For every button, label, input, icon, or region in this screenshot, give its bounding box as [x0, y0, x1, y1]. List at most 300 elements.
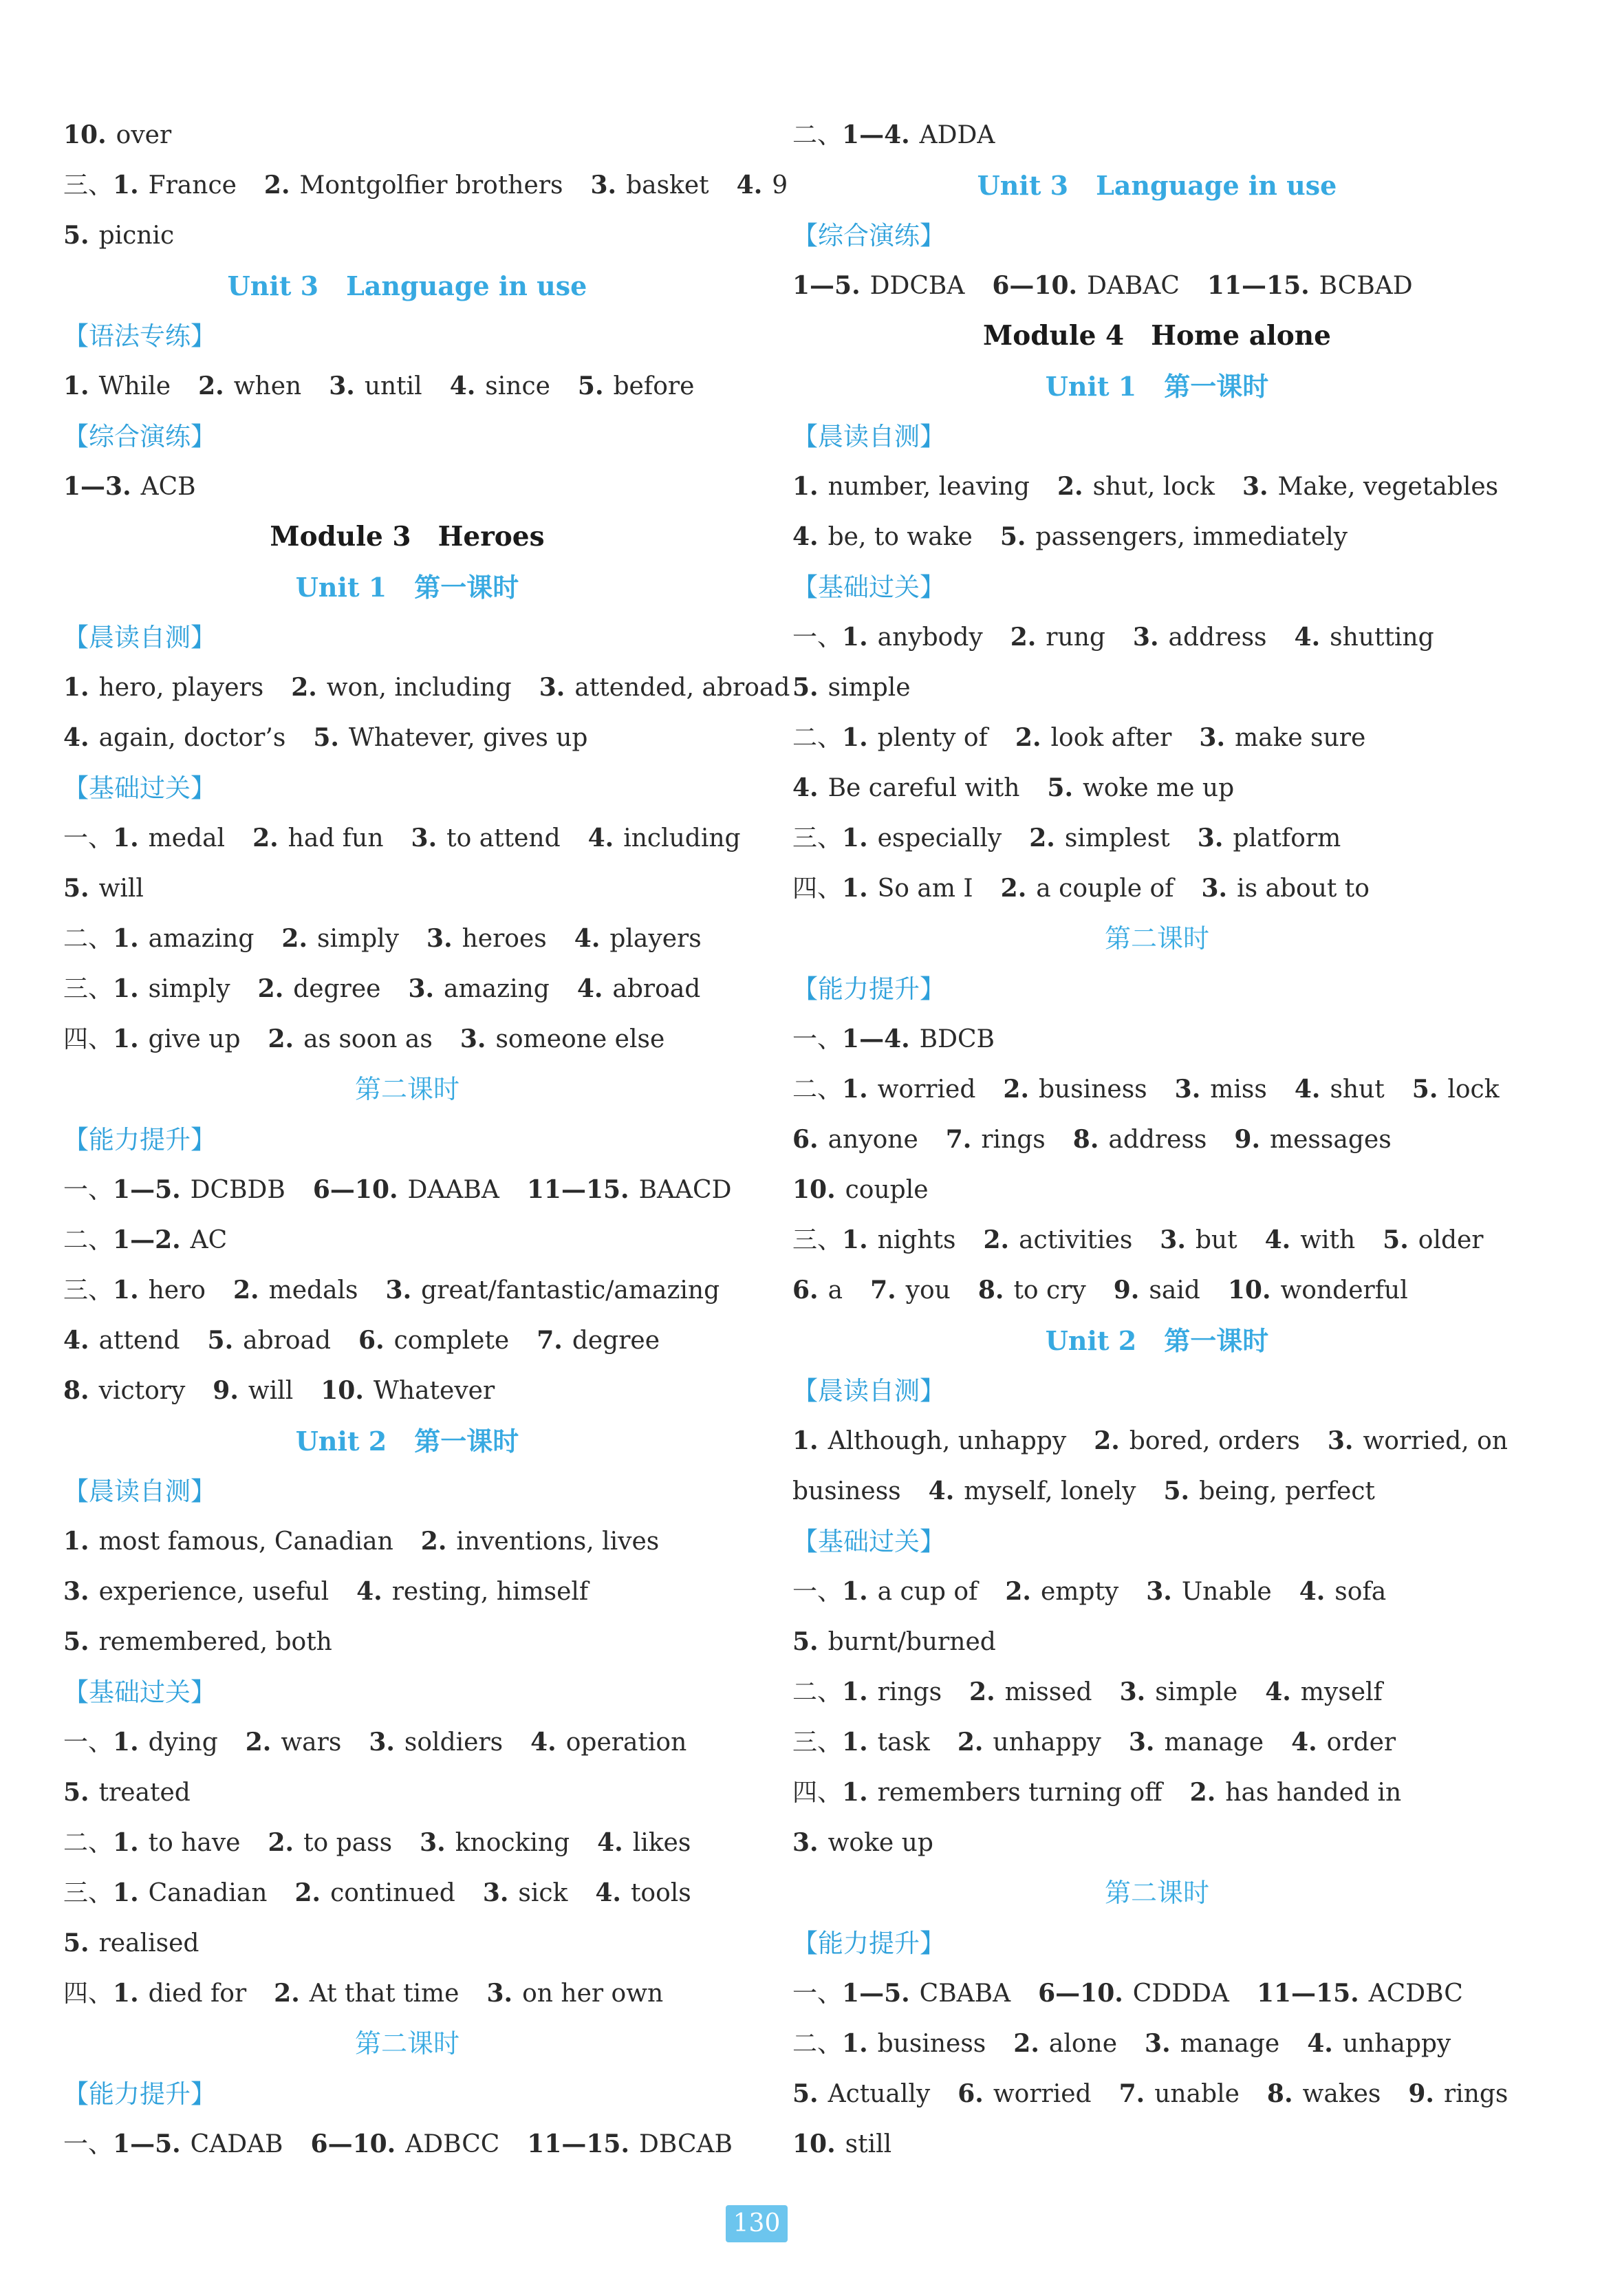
question-number: 6. [958, 2079, 984, 2108]
question-number: 5. [577, 372, 604, 400]
section-number: 二、 [792, 2030, 843, 2058]
answer-line [792, 663, 1522, 713]
answer-text: ACB [140, 473, 196, 501]
answer-line [63, 462, 751, 512]
section-number: 四、 [792, 1779, 843, 1807]
answer-text: Whatever, gives up [348, 724, 588, 752]
section-label: 能力提升 [89, 1125, 191, 1155]
answer-text: continued [330, 1879, 455, 1907]
question-number: 5. [792, 1627, 819, 1656]
question-number: 3. [482, 1878, 509, 1907]
question-number: 1—4. [842, 1024, 910, 1053]
question-number: 3. [408, 974, 435, 1003]
answer-text: At that time [309, 1980, 459, 2008]
answer-text: number, leaving [828, 473, 1030, 501]
question-number: 4. [792, 522, 819, 551]
bracket-open: 【 [63, 321, 89, 351]
bracket-open: 【 [63, 1477, 89, 1506]
answer-text: degree [572, 1327, 660, 1355]
answer-text: will [98, 875, 144, 903]
answer-text: myself, lonely [964, 1477, 1136, 1505]
question-number: 4. [1265, 1677, 1291, 1706]
section-label: 能力提升 [818, 974, 920, 1004]
answer-text: abroad [243, 1327, 332, 1355]
question-number: 4. [597, 1828, 623, 1857]
question-number: 4. [63, 723, 89, 752]
bracket-close: 】 [191, 623, 216, 652]
answer-line [63, 1868, 751, 1918]
lesson-title: 第二课时 [354, 1074, 459, 1104]
section-heading [63, 1667, 751, 1717]
question-number: 2. [281, 924, 307, 953]
answer-text: a [828, 1276, 843, 1305]
answer-line [792, 1968, 1522, 2019]
answer-text: CDDDA [1132, 1980, 1229, 2008]
bracket-close: 】 [920, 572, 945, 602]
bracket-open: 【 [63, 773, 89, 803]
section-heading [63, 763, 751, 813]
question-number: 1. [842, 723, 868, 752]
answer-text: to attend [446, 824, 561, 852]
answer-line [792, 110, 1522, 160]
question-number: 9. [213, 1376, 239, 1405]
section-label: 晨读自测 [89, 1477, 191, 1506]
answer-line [63, 1567, 751, 1617]
answer-text: rings [877, 1678, 942, 1706]
answer-text: address [1108, 1126, 1207, 1154]
answer-text: over [116, 121, 172, 149]
answer-line [63, 1215, 751, 1265]
question-number: 3. [63, 1577, 89, 1606]
unit-label: Unit 3 [977, 170, 1069, 201]
answer-text: being, perfect [1199, 1477, 1375, 1505]
answer-text: will [248, 1377, 294, 1405]
answer-line [63, 1968, 751, 2019]
question-number: 8. [1072, 1125, 1099, 1154]
question-number: 4. [576, 974, 603, 1003]
question-number: 2. [1094, 1426, 1120, 1455]
answer-line [792, 863, 1522, 914]
answer-text: ADDA [919, 121, 995, 149]
question-number: 4. [356, 1577, 382, 1606]
answer-line [792, 2019, 1522, 2069]
answer-text: business [877, 2030, 986, 2058]
answer-text: woke up [828, 1829, 933, 1857]
question-number: 4. [587, 824, 614, 852]
question-number: 1. [113, 1979, 139, 2008]
answer-text: business [792, 1477, 901, 1505]
answer-text: bored, orders [1129, 1427, 1300, 1455]
question-number: 2. [257, 974, 284, 1003]
answer-text: remembers turning off [877, 1779, 1163, 1807]
section-number: 二、 [792, 724, 843, 752]
question-number: 3. [329, 372, 355, 400]
answer-text: unhappy [993, 1728, 1101, 1757]
answer-text: you [905, 1276, 951, 1305]
question-number: 3. [426, 924, 453, 953]
answer-text: before [613, 372, 695, 400]
question-number: 11—15. [1256, 1979, 1359, 2008]
section-number: 四、 [792, 875, 843, 903]
question-number: 5. [999, 522, 1026, 551]
answer-text: inventions, lives [456, 1527, 660, 1556]
answer-line [792, 1667, 1522, 1717]
section-number: 三、 [63, 171, 113, 200]
answer-text: unable [1154, 2080, 1240, 2108]
answer-text: shutting [1330, 623, 1434, 652]
answer-line [792, 612, 1522, 663]
answer-text: to have [148, 1829, 241, 1857]
answer-line [792, 1215, 1522, 1265]
unit-title [63, 562, 751, 612]
section-number: 一、 [792, 1980, 843, 2008]
section-number: 一、 [63, 1728, 113, 1757]
question-number: 2. [1189, 1778, 1216, 1807]
unit-title [792, 160, 1522, 211]
question-number: 11—15. [527, 2129, 630, 2158]
section-heading [792, 211, 1522, 261]
section-number: 二、 [792, 1075, 843, 1104]
question-number: 2. [198, 372, 224, 400]
answer-text: degree [293, 975, 381, 1003]
question-number: 3. [369, 1728, 395, 1757]
answer-text: DDCBA [869, 272, 965, 300]
bracket-open: 【 [63, 1125, 89, 1155]
question-number: 3. [792, 1828, 819, 1857]
answer-text: shut [1330, 1075, 1385, 1104]
answer-text: medals [268, 1276, 358, 1305]
section-number: 三、 [63, 1879, 113, 1907]
answer-text: as soon as [303, 1025, 433, 1053]
answer-text: 9 [772, 171, 788, 200]
answer-text: manage [1180, 2030, 1280, 2058]
unit-subtitle: Language in use [346, 270, 587, 301]
bracket-open: 【 [792, 1376, 818, 1406]
question-number: 1. [842, 623, 868, 652]
answer-text: simplest [1064, 824, 1170, 852]
question-number: 7. [945, 1125, 972, 1154]
answer-text: picnic [98, 222, 175, 250]
question-number: 2. [274, 1979, 300, 2008]
section-label: 语法专练 [89, 321, 191, 351]
section-heading [792, 1366, 1522, 1416]
question-number: 1. [842, 1075, 868, 1104]
question-number: 10. [321, 1376, 364, 1405]
question-number: 2. [233, 1276, 259, 1305]
section-number: 一、 [63, 1176, 113, 1204]
section-label: 能力提升 [89, 2079, 191, 2109]
question-number: 4. [1294, 623, 1321, 652]
question-number: 10. [792, 1175, 836, 1204]
answer-line [792, 512, 1522, 562]
answer-text: basket [626, 171, 709, 200]
section-number: 三、 [792, 824, 843, 852]
question-number: 5. [313, 723, 339, 752]
question-number: 1. [113, 1878, 139, 1907]
question-number: 1. [113, 974, 139, 1003]
question-number: 3. [1197, 824, 1224, 852]
answer-text: hero, players [98, 674, 264, 702]
section-heading [63, 612, 751, 663]
answer-text: anyone [828, 1126, 918, 1154]
question-number: 2. [291, 673, 317, 702]
question-number: 8. [977, 1276, 1004, 1305]
section-heading [63, 311, 751, 361]
question-number: 1—5. [113, 2129, 181, 2158]
answer-text: nights [877, 1226, 956, 1254]
answer-text: including [623, 824, 741, 852]
bracket-close: 】 [920, 1376, 945, 1406]
answer-line [63, 1617, 751, 1667]
question-number: 4. [1307, 2029, 1333, 2058]
question-number: 1—3. [63, 472, 131, 501]
bracket-close: 】 [191, 1677, 216, 1707]
answer-text: sofa [1334, 1578, 1387, 1606]
answer-line [792, 1466, 1522, 1516]
section-number: 三、 [792, 1226, 843, 1254]
answer-text: address [1168, 623, 1267, 652]
question-number: 1. [842, 1677, 868, 1706]
unit-subtitle: Language in use [1096, 170, 1337, 201]
question-number: 5. [1412, 1075, 1438, 1104]
answer-text: knocking [455, 1829, 570, 1857]
answer-line [792, 261, 1522, 311]
question-number: 2. [969, 1677, 995, 1706]
answer-text: alone [1048, 2030, 1118, 2058]
question-number: 1. [63, 372, 89, 400]
question-number: 1. [842, 824, 868, 852]
question-number: 2. [294, 1878, 321, 1907]
question-number: 3. [1174, 1075, 1201, 1104]
question-number: 3. [486, 1979, 513, 2008]
question-number: 1. [113, 1828, 139, 1857]
bracket-open: 【 [63, 1677, 89, 1707]
answer-text: France [148, 171, 237, 200]
answer-line [792, 2069, 1522, 2119]
answer-line [63, 1818, 751, 1868]
answer-text: missed [1004, 1678, 1092, 1706]
answer-text: to cry [1013, 1276, 1086, 1305]
lesson-title: 第二课时 [1104, 923, 1209, 954]
answer-text: Montgolfier brothers [299, 171, 563, 200]
answer-text: DCBDB [190, 1176, 285, 1204]
answer-line [63, 1165, 751, 1215]
answer-text: be, to wake [828, 523, 973, 551]
right-column [792, 110, 1522, 2169]
answer-text: operation [565, 1728, 687, 1757]
answer-text: ADBCC [405, 2130, 500, 2158]
question-number: 8. [1266, 2079, 1293, 2108]
answer-line [792, 1768, 1522, 1818]
answer-line [63, 160, 788, 211]
question-number: 7. [870, 1276, 896, 1305]
bracket-open: 【 [792, 221, 818, 250]
question-number: 10. [792, 2129, 836, 2158]
module-title: Module 4 Home alone [983, 320, 1331, 352]
answer-text: a cup of [877, 1578, 978, 1606]
bracket-open: 【 [792, 1527, 818, 1556]
answer-line [63, 1768, 751, 1818]
question-number: 2. [1015, 723, 1041, 752]
answer-text: DAABA [407, 1176, 499, 1204]
answer-text: burnt/burned [828, 1628, 996, 1656]
unit-subtitle: 第一课时 [1164, 1325, 1269, 1356]
unit-title [63, 261, 751, 311]
section-number: 二、 [792, 1678, 843, 1706]
section-number: 三、 [63, 1276, 113, 1305]
question-number: 5. [792, 673, 819, 702]
answer-text: amazing [444, 975, 550, 1003]
answer-text: to pass [303, 1829, 393, 1857]
question-number: 9. [1113, 1276, 1140, 1305]
question-number: 1. [842, 1577, 868, 1606]
bracket-close: 】 [920, 1929, 945, 1958]
answer-text: shut, lock [1092, 473, 1215, 501]
question-number: 10. [63, 120, 107, 149]
bracket-open: 【 [792, 572, 818, 602]
answer-text: but [1195, 1226, 1237, 1254]
question-number: 1. [842, 1728, 868, 1757]
bracket-close: 】 [191, 773, 216, 803]
answer-line [63, 1717, 751, 1768]
answer-text: since [485, 372, 550, 400]
answer-line [63, 211, 751, 261]
answer-line [63, 1516, 751, 1567]
question-number: 1. [113, 1276, 139, 1305]
answer-line [63, 813, 751, 863]
answer-text: messages [1269, 1126, 1392, 1154]
answer-text: Actually [828, 2080, 931, 2108]
answer-text: died for [148, 1980, 247, 2008]
question-number: 4. [1294, 1075, 1321, 1104]
bracket-close: 】 [920, 974, 945, 1004]
answer-text: complete [393, 1327, 510, 1355]
question-number: 6—10. [1038, 1979, 1123, 2008]
section-heading [792, 964, 1522, 1014]
answer-line [792, 1818, 1522, 1868]
answer-text: order [1326, 1728, 1396, 1757]
question-number: 1. [113, 1024, 139, 1053]
question-number: 3. [1160, 1225, 1186, 1254]
question-number: 1—2. [113, 1225, 181, 1254]
question-number: 4. [1299, 1577, 1326, 1606]
answer-text: worried [877, 1075, 976, 1104]
answer-text: most famous, Canadian [98, 1527, 393, 1556]
answer-text: treated [98, 1779, 191, 1807]
question-number: 4. [736, 171, 763, 200]
answer-line [792, 713, 1522, 763]
answer-text: miss [1210, 1075, 1267, 1104]
question-number: 2. [420, 1527, 447, 1556]
section-number: 二、 [792, 121, 843, 149]
answer-line [63, 1316, 751, 1366]
answer-text: experience, useful [98, 1578, 329, 1606]
question-number: 6. [792, 1276, 819, 1305]
unit-label: Unit 2 [295, 1426, 387, 1457]
answer-text: BDCB [919, 1025, 995, 1053]
section-heading [63, 411, 751, 462]
question-number: 3. [539, 673, 565, 702]
section-heading [792, 562, 1522, 612]
bracket-open: 【 [63, 422, 89, 451]
question-number: 3. [1119, 1677, 1146, 1706]
question-number: 1. [113, 824, 139, 852]
section-label: 综合演练 [89, 422, 191, 451]
answer-text: players [609, 925, 702, 953]
question-number: 3. [1145, 2029, 1171, 2058]
section-number: 二、 [63, 1226, 113, 1254]
section-label: 晨读自测 [818, 1376, 920, 1406]
answer-text: make sure [1234, 724, 1366, 752]
question-number: 4. [792, 773, 819, 802]
answer-line [63, 863, 751, 914]
answer-text: is about to [1237, 875, 1370, 903]
question-number: 5. [63, 221, 89, 250]
unit-title [63, 1416, 751, 1466]
section-number: 一、 [63, 2130, 113, 2158]
answer-text: simple [828, 674, 911, 702]
question-number: 3. [385, 1276, 412, 1305]
answer-text: won, including [326, 674, 512, 702]
section-label: 晨读自测 [818, 422, 920, 451]
unit-title [792, 361, 1522, 411]
question-number: 1. [842, 2029, 868, 2058]
question-number: 11—15. [1207, 271, 1310, 300]
answer-text: look after [1050, 724, 1172, 752]
answer-text: unhappy [1342, 2030, 1451, 2058]
question-number: 2. [245, 1728, 272, 1757]
question-number: 5. [1383, 1225, 1409, 1254]
answer-text: manage [1164, 1728, 1264, 1757]
bracket-close: 】 [920, 221, 945, 250]
answer-text: Unable [1181, 1578, 1272, 1606]
answer-text: had fun [288, 824, 384, 852]
question-number: 2. [268, 1828, 294, 1857]
question-number: 3. [1201, 874, 1228, 903]
answer-text: abroad [612, 975, 701, 1003]
section-heading [63, 1115, 751, 1165]
answer-text: passengers, immediately [1035, 523, 1348, 551]
answer-text: older [1418, 1226, 1484, 1254]
section-number: 一、 [792, 1578, 843, 1606]
question-number: 11—15. [526, 1175, 629, 1204]
lesson-title: 第二课时 [354, 2028, 459, 2059]
answer-text: Although, unhappy [828, 1427, 1067, 1455]
answer-text: soldiers [404, 1728, 504, 1757]
answer-text: Be careful with [828, 774, 1020, 802]
answer-text: again, doctor’s [98, 724, 286, 752]
question-number: 8. [63, 1376, 89, 1405]
section-heading [792, 1516, 1522, 1567]
section-label: 基础过关 [818, 572, 920, 602]
unit-subtitle: 第一课时 [414, 1426, 519, 1457]
question-number: 1. [113, 1728, 139, 1757]
question-number: 6. [792, 1125, 819, 1154]
answer-text: someone else [495, 1025, 665, 1053]
question-number: 1. [792, 472, 819, 501]
question-number: 3. [1199, 723, 1225, 752]
bracket-close: 】 [191, 1477, 216, 1506]
question-number: 2. [1003, 1075, 1029, 1104]
answer-text: remembered, both [98, 1628, 332, 1656]
question-number: 4. [63, 1326, 89, 1355]
bracket-open: 【 [792, 974, 818, 1004]
question-number: 4. [595, 1878, 621, 1907]
answer-line [63, 1918, 751, 1968]
bracket-close: 】 [920, 1527, 945, 1556]
answer-text: Whatever [373, 1377, 495, 1405]
section-heading [792, 1918, 1522, 1968]
